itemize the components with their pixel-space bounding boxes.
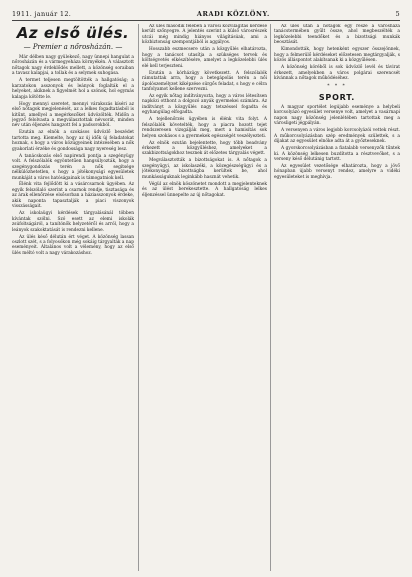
paragraph: Végül az elnök köszönetet mondott a megjelenteknek és az ülést berekesztette. A hallgatóság lelkes éljenzéssel ünnepelte az új nőtagokat.	[142, 181, 267, 198]
paragraph: Az egyesület vezetősége elhatározta, hogy a jövő hónapban újabb versenyt rendez, amelyre a vidéki egyesületeket is meghívja.	[274, 164, 400, 180]
page-header	[12, 8, 400, 20]
paragraph: Hosszabb eszmecsere után a közgyűlés elhatározta, hogy a tanácsot utasítja a szükséges tervek és költségvetés elkészítésére, amelyet a legközelebbi ülés elé kell terjeszteni.	[142, 47, 267, 69]
column-3	[274, 24, 400, 571]
paragraph: Kimondották, hogy hetenként egyszer összejönnek, hogy a felmerülő kérdéseket előzetesen megtárgyalják, s közös álláspontot alakítsanak ki a közgyűlésen.	[274, 47, 400, 64]
sport-text	[274, 105, 400, 180]
paragraph: Az egyik nőtag indítványozta, hogy a város létesítsen napközi otthont a dolgozó anyák gyermekei számára. Az indítványt a közgyűlés nagy tetszéssel fogadta és egyhangúlag elfogadta.	[142, 93, 267, 116]
column-2	[142, 24, 267, 571]
paragraph: A tejellenőrzés ügyében is élénk vita folyt. A felszólalók követelték, hogy a piacra hozott tejet rendszeresen vizsgálják meg, mert a hamisítás sok helyen szokásos s a gyermekek egészségét veszélyezteti.	[142, 117, 267, 139]
column-1-text	[12, 55, 134, 256]
paragraph: Ezután az elnök a szokásos üdvözlő beszédet tartotta meg. Kiemelte, hogy az új idők új feladatokat hoznak, s hogy a város közügyeinek intézésében a nők gyakorlati érzéke és gondossága nagy nyereség lesz.	[12, 130, 134, 152]
column-3-text	[274, 24, 400, 82]
paragraph: Az elnök ezután bejelentette, hogy több beadvány érkezett a közgyűléshez, amelyeket a szakbizottságokhoz tesznek át előzetes tárgyalás végett.	[142, 140, 267, 157]
paragraph: A közönség köréből is sok üdvözlő levél és távirat érkezett, amelyekben a város polgárai szerencsét kívánnak a nőtagok működéséhez.	[274, 65, 400, 82]
paragraph: Élénk vita fejlődött ki a vásárcsarnok ügyében. Az egyik felszólaló szerint a csarnok rendje, tisztasága és az árak ellenőrzése elsősorban a háziasszonyok érdeke, akik naponta tapasztalják a piaci viszonyok visszásságait.	[12, 182, 134, 210]
column-1	[12, 24, 134, 571]
paragraph: A gyorskorcsolyázásban a fiatalabb versenyzők tűntek ki. A közönség lelkesen buzdította a résztvevőket, s a verseny késő délutánig tartott.	[274, 146, 400, 163]
paragraph: Megválasztották a bizottságokat is. A nőtagok a szegényügyi, az iskolaszéki, a közegészségügyi és a jótékonysági bizottságba kerültek be, ahol munkásságuknak leginkább hasznát vehetik.	[142, 158, 267, 180]
issue-date: 1911. január 12.	[12, 10, 72, 18]
paragraph: Az iskolaügyi kérdések tárgyalásánál többen kívántak szólni. Szó esett az elemi iskolák zsúfoltságáról, a tanítónők helyzetéről és arról, hogy a leányok szakoktatását is rendezni kellene.	[12, 211, 134, 233]
paragraph: Hogy mennyi szeretet, mennyi várakozás kíséri az első nőtagok megjelenését, az a lelkes fogadtatásból is kitűnt, amellyel a megérkezőket üdvözölték. Midőn a jegyző felolvasta a megválasztottak névsorát, minden név után éljenzés hangzott fel a padsorokból.	[12, 101, 134, 129]
paragraph: Az ülés második felében a városi közvilágítás kérdése került szőnyegre. A jelentés szerint a külső városrészek utcái még mindig hiányos világításúak, ami a közbiztonság szempontjából is aggályos.	[142, 24, 267, 46]
column-divider	[270, 24, 271, 571]
column-divider	[138, 24, 139, 571]
paragraph: Ezután a kórházügy következett. A felszólalók rámutattak arra, hogy a betegápolás terén a női ápolószemélyzet kiképzése sürgős feladat, s hogy e célra tanfolyamot kellene szervezni.	[142, 70, 267, 92]
newspaper-name: ARADI KÖZLÖNY.	[196, 10, 270, 18]
paragraph: A termet teljesen megtöltötték a hallgatóság; a karzatokon asszonyok és leányok foglalták el a helyeket, akiknek a figyelmét hol a szónok, hol egymás kalapja kötötte le.	[12, 78, 134, 100]
paragraph: Már délben nagy gyülekező, nagy ünnepi hangulat a nőrosházán és a vármegyeháza környékén. A választott nőtagok nagy érdeklődés mellett, a közönség soraiban a tavasz kalapjai, a tollak és a selymek suhogása.	[12, 55, 134, 77]
sport-heading: SPORT.	[318, 92, 356, 102]
article-subtitle: — Premier a nőrosházán. —	[23, 43, 123, 51]
paragraph: A tanácskozás első napirendi pontja a szegényügy volt. A felszólalók egyöntetűen hangsúlyozták, hogy a szegénygondozás terén a nők segítsége nélkülözhetetlen, s hogy a jótékonysági egyesületek munkáját a város hatóságainak is támogatniok kell.	[12, 153, 134, 181]
page-number: 5	[395, 10, 400, 18]
paragraph: Az ülés után a nőtagok egy része a városháza tanácstermében gyűlt össze, ahol megbeszélték a legközelebbi teendőket és a bizottsági munkák beosztását.	[274, 24, 400, 46]
header-rule	[12, 20, 400, 21]
article-title: Az első ülés.	[16, 24, 130, 42]
column-2-text	[142, 24, 267, 198]
section-separator: * * *	[327, 83, 347, 89]
paragraph: A versenyen a város legjobb korcsolyázói vettek részt. A műkorcsolyázásban szép eredmények születtek, s a díjakat az egyesület elnöke adta át a győzteseknek.	[274, 128, 400, 145]
paragraph: Az ülés késő délután ért véget. A közönség lassan oszlott szét, s a folyosókon még sokáig tárgyalták a nap eseményeit. Általános volt a vélemény, hogy az első ülés méltó volt a nagy várakozáshoz.	[12, 234, 134, 256]
paragraph: A magyar sportélet legújabb eseménye a helybeli korcsolyázó egyesület versenye volt, amelyet a vasárnapi napon nagy közönség jelenlétében tartottak meg a városligeti jégpályán.	[274, 104, 400, 127]
